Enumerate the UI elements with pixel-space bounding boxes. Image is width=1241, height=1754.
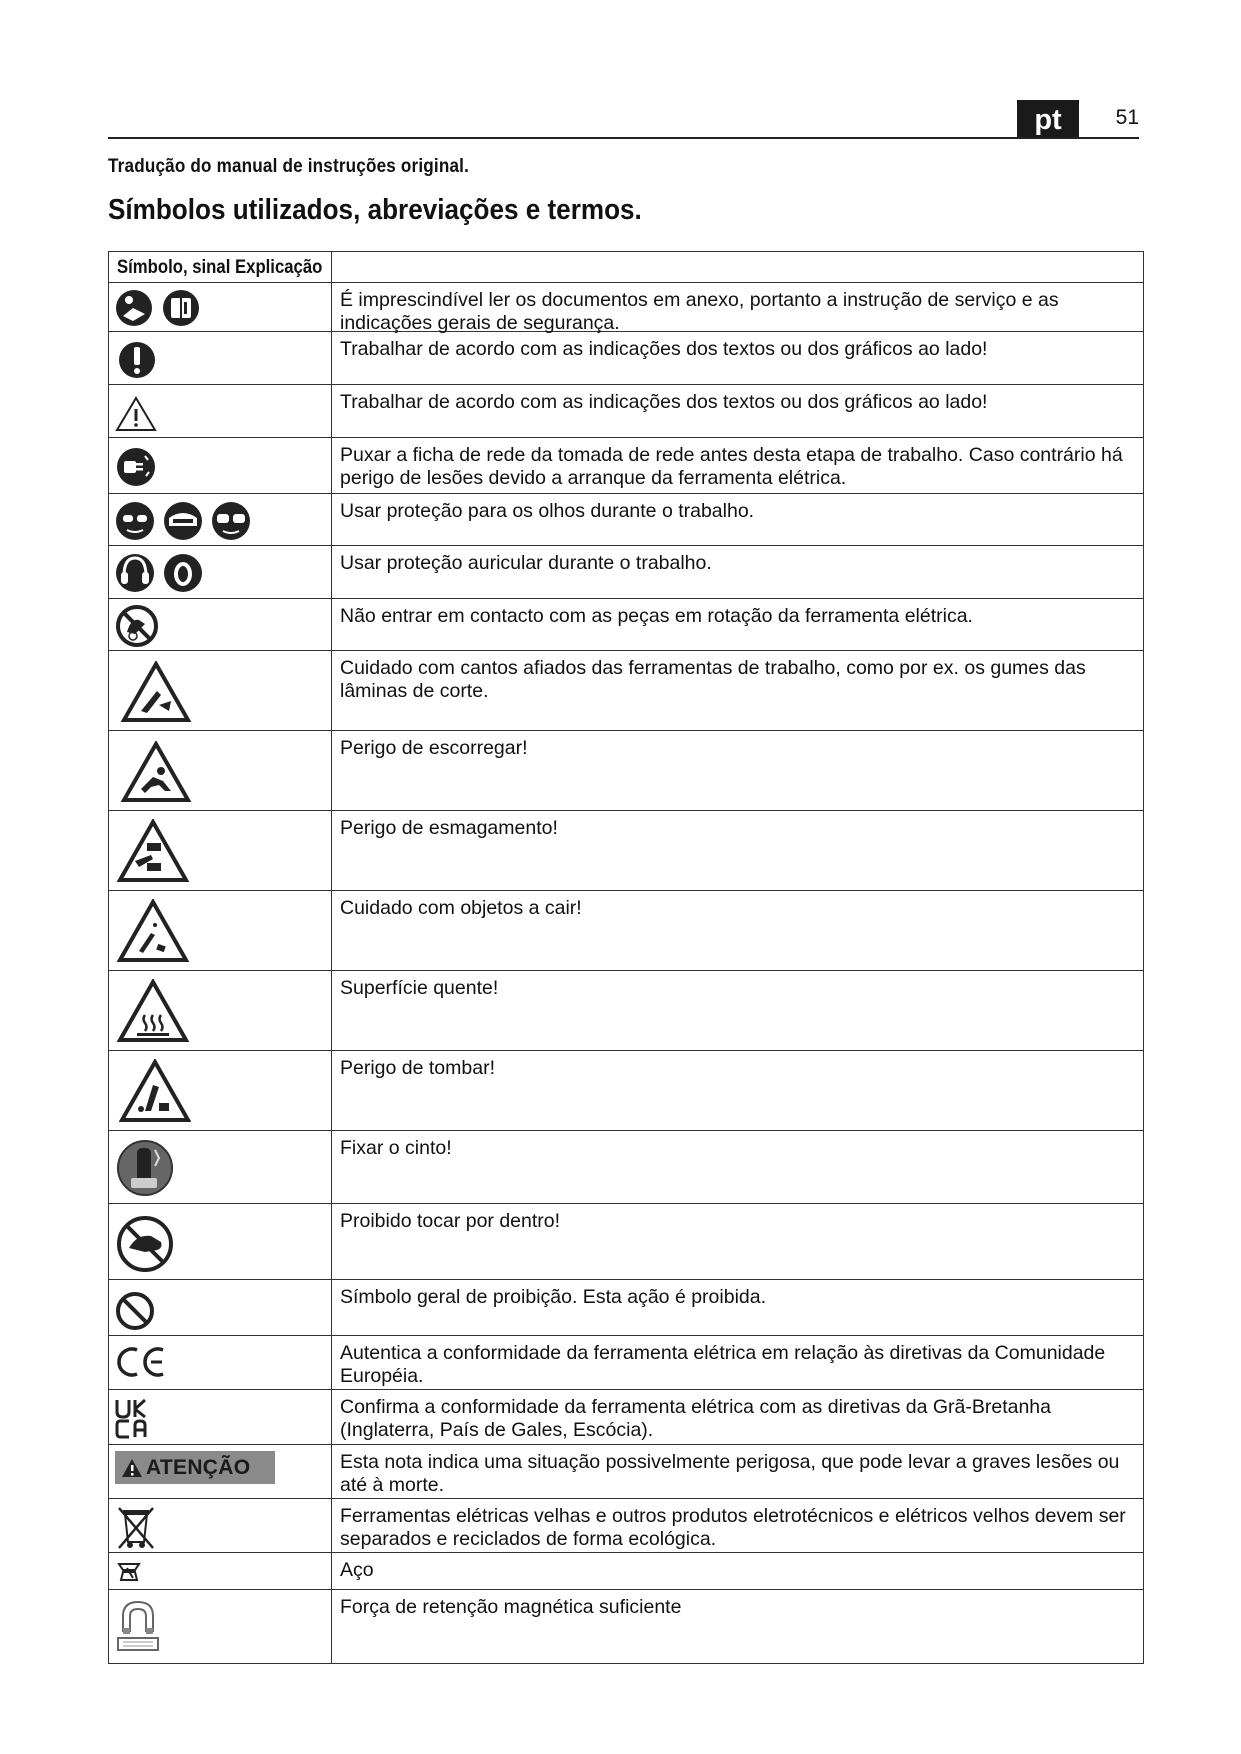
table-header-cell — [117, 257, 322, 279]
symbol-cell — [109, 811, 332, 890]
symbol-cell — [109, 1131, 332, 1203]
header-symbol: Símbolo, sinal — [117, 257, 231, 278]
explanation-text: Autentica a conformidade da ferramenta elétrica em relação às diretivas da Comunidade Européia. — [340, 1342, 1106, 1387]
table-row — [109, 1336, 1143, 1390]
exclamation-icon — [119, 340, 159, 380]
ukca-mark-icon — [115, 1398, 155, 1440]
table-row — [109, 1445, 1143, 1499]
explanation-text: Trabalhar de acordo com as indicações dos textos ou dos gráficos ao lado! — [340, 338, 988, 360]
symbol-cell — [109, 1051, 332, 1130]
ce-mark-icon — [115, 1344, 171, 1380]
table-row — [109, 546, 1143, 599]
page-number: 51 — [1115, 106, 1139, 129]
symbol-cell — [109, 332, 332, 384]
explanation-text: Perigo de escorregar! — [340, 737, 528, 759]
table-row — [109, 438, 1143, 494]
table-row — [109, 891, 1143, 971]
table-row — [109, 1390, 1143, 1445]
read-manual-icon — [115, 288, 205, 328]
explanation-text: Símbolo geral de proibição. Esta ação é proibida. — [340, 1286, 767, 1308]
explanation-text: É imprescindível ler os documentos em anexo, portanto a instrução de serviço e as indicações gerais de segurança. — [340, 289, 1059, 334]
explanation-text: Perigo de esmagamento! — [340, 817, 558, 839]
sharp-edges-icon — [121, 661, 191, 723]
table-row — [109, 599, 1143, 651]
symbol-cell — [109, 283, 332, 331]
explanation-text: Usar proteção para os olhos durante o trabalho. — [340, 500, 755, 522]
symbol-cell — [109, 651, 332, 730]
eye-protection-icon — [115, 500, 255, 542]
symbol-cell — [109, 731, 332, 810]
tipping-hazard-icon — [119, 1059, 191, 1123]
table-row — [109, 494, 1143, 546]
table-row — [109, 1204, 1143, 1280]
symbol-cell — [109, 546, 332, 598]
slip-hazard-icon — [121, 741, 191, 803]
attention-label — [115, 1451, 275, 1484]
attention-label-text: ATENÇÃO — [146, 1455, 251, 1479]
explanation-text: Trabalhar de acordo com as indicações dos textos ou dos gráficos ao lado! — [340, 391, 988, 413]
prohibition-icon — [115, 1290, 159, 1334]
explanation-text: Esta nota indica uma situação possivelmente perigosa, que pode levar a graves lesões ou até à morte. — [340, 1451, 1120, 1496]
crush-hazard-icon — [117, 819, 189, 883]
table-row — [109, 971, 1143, 1051]
table-row — [109, 1131, 1143, 1204]
symbol-cell — [109, 385, 332, 437]
explanation-text: Proibido tocar por dentro! — [340, 1210, 561, 1232]
symbol-cell — [109, 1390, 332, 1444]
explanation-text: Superfície quente! — [340, 977, 499, 999]
symbol-cell — [109, 599, 332, 650]
weee-bin-icon — [115, 1504, 157, 1550]
symbol-cell — [109, 1445, 332, 1498]
table-row — [109, 385, 1143, 438]
symbol-cell — [109, 438, 332, 493]
table-row — [109, 651, 1143, 731]
explanation-text: Não entrar em contacto com as peças em rotação da ferramenta elétrica. — [340, 605, 973, 627]
explanation-text: Força de retenção magnética suficiente — [340, 1596, 682, 1618]
table-row — [109, 811, 1143, 891]
symbols-table — [108, 251, 1144, 1664]
ear-protection-icon — [115, 552, 211, 594]
table-header-row — [109, 252, 1143, 283]
table-row — [109, 283, 1143, 332]
language-badge: pt — [1017, 100, 1079, 137]
table-row — [109, 731, 1143, 811]
explanation-text: Perigo de tombar! — [340, 1057, 496, 1079]
explanation-text: Aço — [340, 1559, 374, 1581]
symbol-cell — [109, 971, 332, 1050]
warning-triangle-icon — [115, 395, 157, 433]
no-touch-rotating-icon — [115, 604, 159, 648]
symbol-cell — [109, 494, 332, 545]
document-subtitle: Tradução do manual de instruções original. — [108, 156, 470, 177]
symbol-cell — [109, 1280, 332, 1335]
table-row — [109, 1590, 1143, 1663]
symbol-cell — [109, 1590, 332, 1663]
symbol-cell — [109, 891, 332, 970]
safety-belt-icon — [115, 1138, 175, 1198]
header-explanation: Explicação — [235, 257, 323, 278]
symbol-cell — [109, 1553, 332, 1589]
table-row — [109, 1499, 1143, 1553]
explanation-text: Cuidado com objetos a cair! — [340, 897, 582, 919]
explanation-text: Fixar o cinto! — [340, 1137, 452, 1159]
explanation-text: Usar proteção auricular durante o trabalho. — [340, 552, 712, 574]
warning-icon — [121, 1458, 143, 1478]
symbol-cell — [109, 1499, 332, 1552]
table-row — [109, 332, 1143, 385]
page-header — [108, 100, 1139, 139]
table-row — [109, 1280, 1143, 1336]
symbol-cell — [109, 1204, 332, 1279]
table-row — [109, 1051, 1143, 1131]
table-row — [109, 1553, 1143, 1590]
explanation-text: Ferramentas elétricas velhas e outros produtos eletrotécnicos e elétricos velhos devem ser separados e reciclados de forma ecológica. — [340, 1505, 1126, 1550]
magnetic-force-icon — [115, 1598, 161, 1654]
falling-objects-icon — [117, 899, 189, 963]
explanation-text: Confirma a conformidade da ferramenta elétrica com as diretivas da Grã-Bretanha (Inglaterra, País de Gales, Escócia). — [340, 1396, 1051, 1441]
no-reach-in-icon — [115, 1214, 175, 1274]
steel-icon — [115, 1558, 145, 1586]
hot-surface-icon — [117, 979, 189, 1043]
unplug-icon — [115, 446, 157, 488]
page-title: Símbolos utilizados, abreviações e termos. — [108, 194, 642, 226]
symbol-cell — [109, 1336, 332, 1389]
explanation-text: Cuidado com cantos afiados das ferramentas de trabalho, como por ex. os gumes das lâminas de corte. — [340, 657, 1086, 702]
explanation-text: Puxar a ficha de rede da tomada de rede antes desta etapa de trabalho. Caso contrário há perigo de lesões devido a arranque da ferramenta elétrica. — [340, 444, 1123, 489]
